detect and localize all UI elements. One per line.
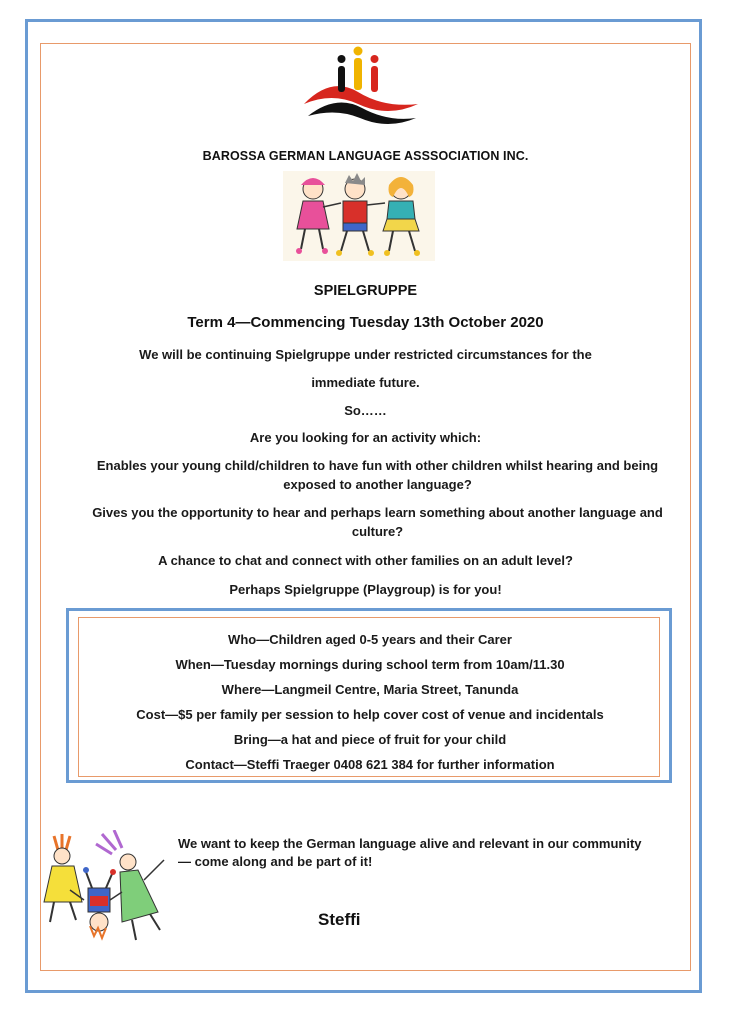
- benefit-language-exposure: Enables your young child/children to have fun with other children whilst hearing and being exposed to another language?: [96, 458, 659, 492]
- signature: Steffi: [318, 910, 361, 929]
- info-when: When—Tuesday mornings during school term from 10am/11.30: [175, 657, 565, 672]
- benefit-culture: Gives you the opportunity to hear and perhaps learn something about another language and culture?: [92, 505, 663, 539]
- info-where: Where—Langmeil Centre, Maria Street, Tanunda: [221, 682, 519, 697]
- dancing-children-illustration: [40, 830, 170, 956]
- organization-name: BAROSSA GERMAN LANGUAGE ASSSOCIATION INC.: [202, 149, 529, 163]
- playgroup-invite: Perhaps Spielgruppe (Playgroup) is for you!: [229, 582, 502, 597]
- program-title: SPIELGRUPPE: [313, 283, 418, 299]
- info-bring: Bring—a hat and piece of fruit for your child: [233, 732, 507, 747]
- question-intro: Are you looking for an activity which:: [249, 430, 482, 445]
- intro-paragraph-line-1: We will be continuing Spielgruppe under restricted circumstances for the: [139, 347, 592, 362]
- holding-hands-children-illustration: [283, 171, 435, 261]
- info-who: Who—Children aged 0-5 years and their Carer: [228, 632, 512, 647]
- association-logo-icon: [296, 46, 426, 132]
- info-contact: Contact—Steffi Traeger 0408 621 384 for further information: [185, 757, 555, 772]
- benefit-connect: A chance to chat and connect with other families on an adult level?: [158, 553, 573, 568]
- info-cost: Cost—$5 per family per session to help cover cost of venue and incidentals: [136, 707, 604, 722]
- term-heading: Term 4—Commencing Tuesday 13th October 2020: [187, 314, 544, 331]
- intro-paragraph-line-2: immediate future.: [311, 375, 420, 390]
- so-text: So……: [344, 403, 387, 418]
- closing-message: We want to keep the German language alive and relevant in our community — come along and be part of it!: [178, 836, 642, 869]
